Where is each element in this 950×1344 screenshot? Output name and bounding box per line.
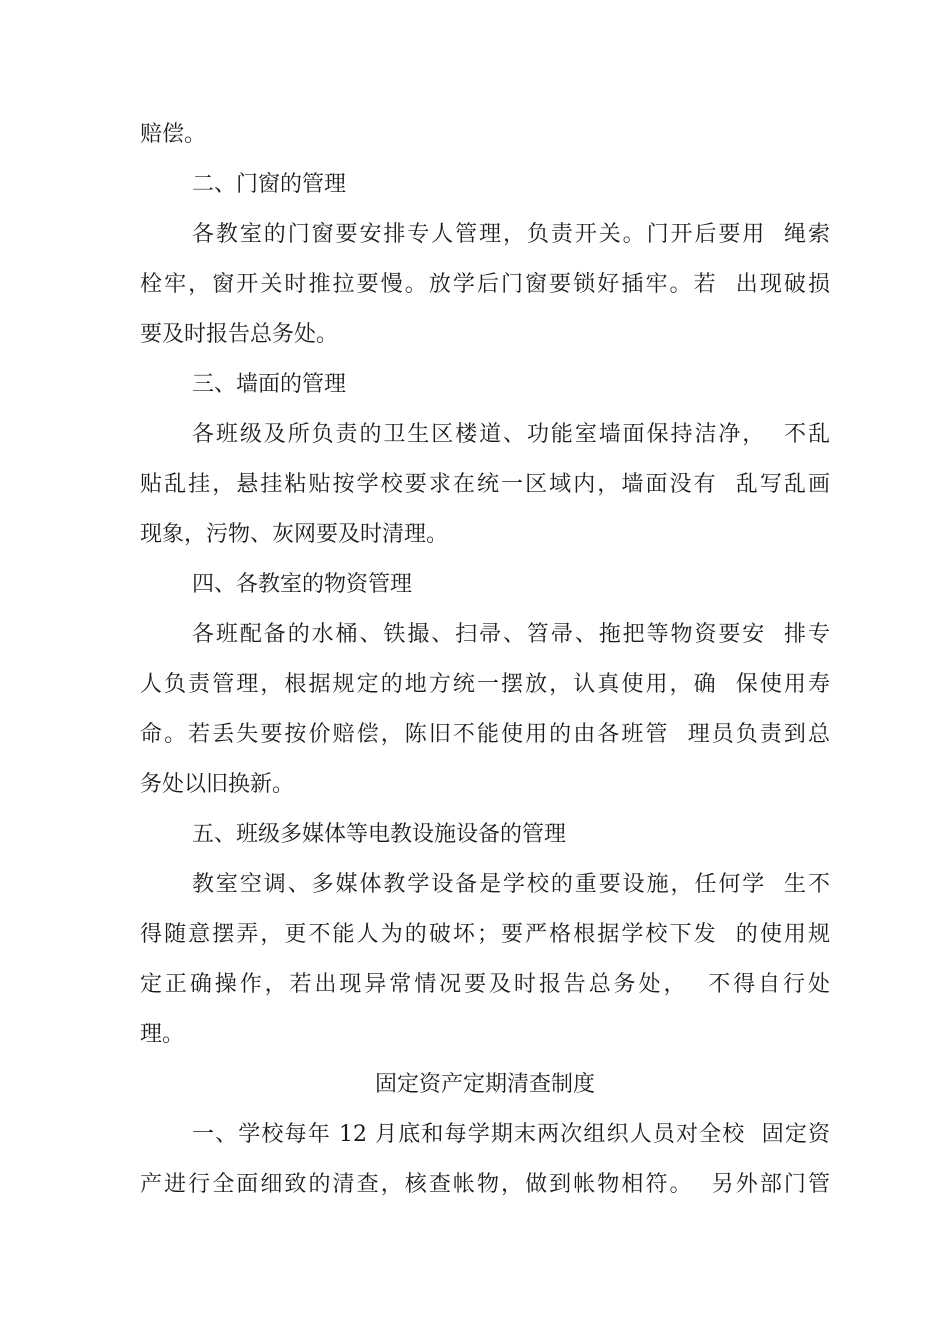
text-line-4: 栓牢，窗开关时推拉要慢。放学后门窗要锁好插牢。若 出现破损 (140, 272, 830, 297)
text-line-19: 理。 (140, 1022, 185, 1047)
text-line-22: 产进行全面细致的清查，核查帐物，做到帐物相符。 另外部门管 (140, 1172, 830, 1197)
text-line-12: 人负责管理，根据规定的地方统一摆放，认真使用，确 保使用寿 (140, 672, 830, 697)
text-line-11: 各班配备的水桶、铁撮、扫帚、笤帚、拖把等物资要安 排专 (192, 622, 830, 647)
section-heading-supplies: 四、各教室的物资管理 (192, 572, 413, 597)
text-line-17: 得随意摆弄，更不能人为的破坏；要严格根据学校下发 的使用规 (140, 922, 830, 947)
text-line-9: 现象，污物、灰网要及时清理。 (140, 522, 449, 547)
text-line-16: 教室空调、多媒体教学设备是学校的重要设施，任何学 生不 (192, 872, 830, 897)
text-line-5: 要及时报告总务处。 (140, 322, 339, 347)
section-heading-walls: 三、墙面的管理 (192, 372, 347, 397)
text-line-18: 定正确操作，若出现异常情况要及时报告总务处， 不得自行处 (140, 972, 830, 997)
text-line-7: 各班级及所负责的卫生区楼道、功能室墙面保持洁净， 不乱 (192, 422, 830, 447)
section-heading-doors-windows: 二、门窗的管理 (192, 172, 347, 197)
text-line-14: 务处以旧换新。 (140, 772, 295, 797)
text-line-21: 一、学校每年 12 月底和每学期末两次组织人员对全校 固定资 (192, 1122, 830, 1147)
document-title-asset-audit: 固定资产定期清查制度 (374, 1072, 595, 1097)
section-heading-multimedia: 五、班级多媒体等电教设施设备的管理 (192, 822, 567, 847)
text-line-13: 命。若丢失要按价赔偿，陈旧不能使用的由各班管 理员负责到总 (140, 722, 830, 747)
text-line-3: 各教室的门窗要安排专人管理，负责开关。门开后要用 绳索 (192, 222, 830, 247)
text-line-8: 贴乱挂，悬挂粘贴按学校要求在统一区域内，墙面没有 乱写乱画 (140, 472, 830, 497)
text-line-1: 赔偿。 (140, 122, 207, 147)
